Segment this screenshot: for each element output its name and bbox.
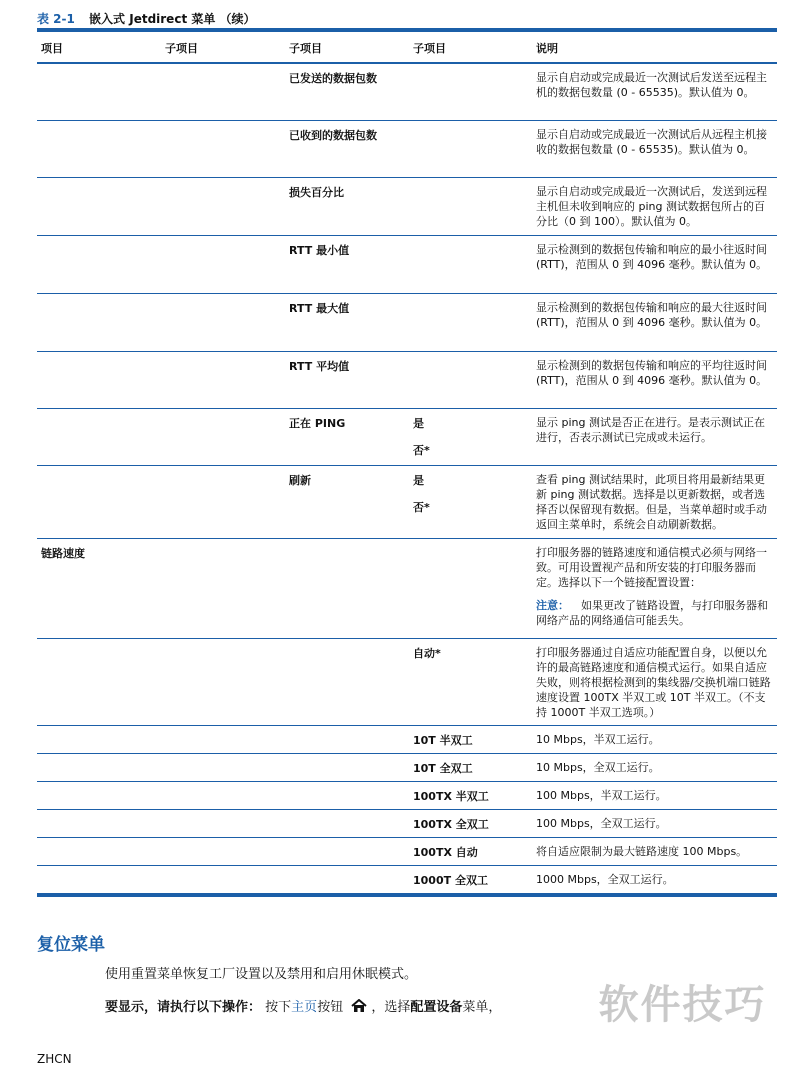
option-cell: 是	[413, 417, 424, 430]
section-instructions	[105, 996, 501, 1015]
option-cell: 1000T 全双工	[413, 874, 488, 887]
section-paragraph: 使用重置菜单恢复工厂设置以及禁用和启用休眠模式。	[105, 967, 418, 982]
subitem-cell: RTT 最大值	[289, 302, 350, 315]
table-caption-label: 表 2-1	[37, 12, 75, 26]
option-cell: 是	[413, 474, 424, 487]
instructions-text-d: 菜单，	[462, 1000, 502, 1015]
table-row	[37, 810, 777, 838]
table-row	[37, 838, 777, 866]
page-footer: ZHCN	[37, 1052, 72, 1066]
table-row	[37, 352, 777, 409]
description-cell	[536, 545, 774, 628]
table-row	[37, 782, 777, 810]
section-title: 复位菜单	[37, 935, 105, 955]
table-row	[37, 639, 777, 726]
description-cell: 显示检测到的数据包传输和响应的最小往返时间 (RTT)，范围从 0 到 4096 毫秒。默认值为 0。	[536, 243, 768, 271]
description-cell: 显示 ping 测试是否正在进行。是表示测试正在进行，否表示测试已完成或未运行。	[536, 416, 765, 444]
description-cell: 打印服务器通过自适应功能配置自身，以便以允许的最高链路速度和通信模式运行。如果自适应失败，则将根据检测到的集线器/交换机端口链路速度设置 100TX 半双工或 10T 半双工。（不支持 1000T 半双工选项。）	[536, 646, 771, 719]
note	[536, 598, 774, 628]
note-label: 注意：	[536, 599, 569, 612]
subitem-cell: 损失百分比	[289, 186, 344, 199]
subitem-cell: RTT 最小值	[289, 244, 350, 257]
table-bottom-rule	[37, 893, 777, 897]
description-cell: 显示自启动或完成最近一次测试后从远程主机接收的数据包数量 (0 - 65535)。默认值为 0。	[536, 128, 767, 156]
description-cell: 100 Mbps，全双工运行。	[536, 817, 667, 830]
subitem-cell: 正在 PING	[289, 417, 346, 430]
table-row	[37, 409, 777, 466]
table-row	[37, 466, 777, 539]
subitem-cell: RTT 平均值	[289, 360, 350, 373]
option-cell: 100TX 自动	[413, 846, 478, 859]
description-cell: 将自适应限制为最大链路速度 100 Mbps。	[536, 845, 748, 858]
note-text: 如果更改了链路设置，与打印服务器和网络产品的网络通信可能丢失。	[536, 599, 768, 627]
table-row	[37, 539, 777, 639]
description-cell: 10 Mbps，半双工运行。	[536, 733, 660, 746]
option-cell: 10T 半双工	[413, 734, 473, 747]
option-cell-default: 否*	[413, 444, 430, 457]
subitem-cell: 已发送的数据包数	[289, 72, 377, 85]
subitem-cell: 已收到的数据包数	[289, 129, 377, 142]
subitem-cell: 刷新	[289, 474, 311, 487]
home-icon	[351, 999, 367, 1013]
table-body	[37, 64, 777, 894]
table-row	[37, 726, 777, 754]
watermark: 软件技巧	[565, 970, 800, 1040]
description-cell: 100 Mbps，半双工运行。	[536, 789, 667, 802]
instructions-lead: 要显示，请执行以下操作：	[105, 1000, 262, 1015]
table-row	[37, 236, 777, 294]
instructions-text-a: 按下	[265, 1000, 292, 1015]
description-text: 打印服务器的链路速度和通信模式必须与网络一致。可用设置视产品和所安装的打印服务器而定。选择以下一个链接配置设置：	[536, 546, 767, 589]
table-row	[37, 121, 777, 178]
option-cell: 100TX 全双工	[413, 818, 489, 831]
description-cell: 10 Mbps，全双工运行。	[536, 761, 660, 774]
item-cell: 链路速度	[41, 547, 85, 560]
description-cell: 显示检测到的数据包传输和响应的平均往返时间 (RTT)，范围从 0 到 4096 毫秒。默认值为 0。	[536, 359, 768, 387]
description-cell: 显示检测到的数据包传输和响应的最大往返时间 (RTT)，范围从 0 到 4096 毫秒。默认值为 0。	[536, 301, 768, 329]
table-row	[37, 64, 777, 121]
instructions-text-b: 按钮	[317, 1000, 344, 1015]
option-cell: 10T 全双工	[413, 762, 473, 775]
option-cell: 自动*	[413, 647, 441, 660]
table-row	[37, 754, 777, 782]
option-cell: 100TX 半双工	[413, 790, 489, 803]
table-header	[37, 32, 777, 64]
config-device-menu: 配置设备	[410, 1000, 463, 1015]
table-caption	[37, 10, 256, 27]
instructions-text-c: ，选择	[371, 1000, 411, 1015]
header-col-description: 说明	[536, 42, 558, 55]
table-row	[37, 294, 777, 352]
description-cell: 1000 Mbps，全双工运行。	[536, 873, 674, 886]
table-row	[37, 178, 777, 236]
table-caption-title: 嵌入式 Jetdirect 菜单 （续）	[89, 12, 256, 26]
header-col-item: 项目	[41, 42, 63, 55]
header-col-subitem-3: 子项目	[413, 42, 446, 55]
option-cell-default: 否*	[413, 501, 430, 514]
home-link[interactable]: 主页	[291, 1000, 318, 1015]
table-row	[37, 866, 777, 894]
description-cell: 显示自启动或完成最近一次测试后，发送到远程主机但未收到响应的 ping 测试数据包所占的百分比（0 到 100）。默认值为 0。	[536, 185, 767, 228]
description-cell: 查看 ping 测试结果时，此项目将用最新结果更新 ping 测试数据。选择是以更新数据，或者选择否以保留现有数据。但是，当菜单超时或手动返回主菜单时，系统会自动刷新数据。	[536, 473, 767, 531]
header-col-subitem-1: 子项目	[165, 42, 198, 55]
header-col-subitem-2: 子项目	[289, 42, 322, 55]
description-cell: 显示自启动或完成最近一次测试后发送至远程主机的数据包数量 (0 - 65535)。默认值为 0。	[536, 71, 767, 99]
